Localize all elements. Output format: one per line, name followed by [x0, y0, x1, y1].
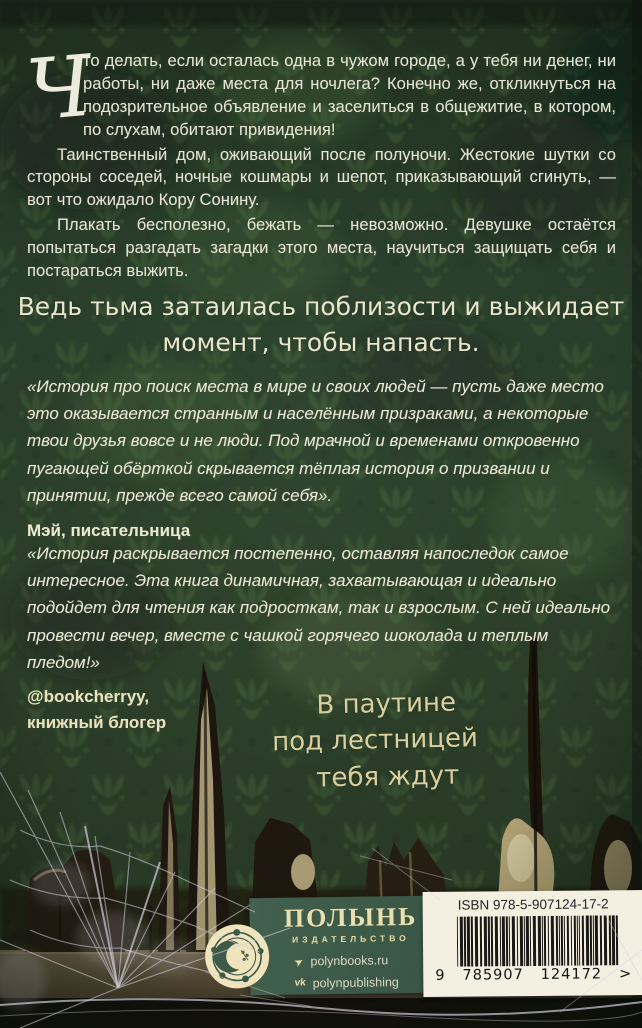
barcode-end-mark: > — [619, 966, 633, 983]
annotation-paragraph-3: Плакать бесполезно, бежать — невозможно. Девушке остаётся попытаться разгадать загадки этого места, научиться защищать себя и постараться выжить. — [27, 215, 616, 281]
note-line-3: тебя ждут — [315, 760, 460, 794]
tagline — [0, 289, 642, 360]
annotation-paragraph-2: Таинственный дом, оживающий после полуночи. Жестокие шутки со стороны соседей, ночные кошмары и шепот, приказывающий сгинуть, — вот что ожидало Кору Сонину. — [27, 144, 616, 210]
barcode-group-2: 124172 — [540, 966, 603, 983]
publisher-site: polynbooks.ru — [310, 953, 389, 969]
publisher-type: ИЗДАТЕЛЬСТВО — [292, 932, 410, 945]
annotation-paragraph-1 — [22, 36, 616, 142]
vk-icon: vk — [294, 977, 307, 989]
isbn-label: ISBN 978-5-907124-17-2 — [457, 896, 609, 913]
review-2-role: книжный блогер — [27, 713, 167, 733]
review-2-text: «История раскрывается постепенно, оставляя напоследок самое интересное. Эта книга динамичная, захватывающая и идеально подойдет для чтения как подросткам, так и взрослым. С ней идеально провести вечер, вместе с чашкой горячего шоколада и теплым пледом!» — [27, 544, 611, 672]
publisher-name: ПОЛЫНЬ — [283, 901, 418, 933]
barcode-left-digit: 9 — [435, 967, 446, 984]
site-arrow-icon: ➤ — [292, 954, 307, 970]
review-1-text: «История про поиск места в мире и своих людей — пусть даже место это оказывается странным и населённым призраками, а некоторые твои друзья вовсе и не люди. Под мрачной и временами откровенно пугающей обёрткой скрывается тёплая история о призвании и принятии, прежде всего самой себя». — [27, 377, 604, 505]
dropcap-letter: Ч — [22, 36, 96, 140]
tagline-line-1: Ведь тьма затаилась поблизости и выжидает — [17, 292, 625, 321]
barcode-bars — [457, 915, 624, 966]
review-1-author: Мэй, писательница — [27, 520, 191, 540]
barcode-digits — [435, 966, 632, 984]
publisher-site-row — [294, 953, 426, 969]
publisher-logo-icon — [203, 922, 272, 991]
tagline-line-2: момент, чтобы напасть. — [162, 327, 480, 357]
publisher-block — [249, 896, 426, 995]
annotation-text — [22, 36, 616, 283]
barcode-group-1: 785907 — [462, 967, 524, 984]
annotation-paragraph-1-text: то делать, если осталась одна в чужом городе, а у тебя ни денег, ни работы, ни даже места для ночлега? Конечно же, откликнуться на подозрительное объявление и заселиться в общежитие, в котором, по слухам, обитают привидения! — [83, 51, 616, 139]
review-1 — [27, 373, 612, 544]
isbn-block — [423, 890, 642, 997]
handwritten-note — [231, 683, 543, 799]
publisher-social: polynpublishing — [312, 975, 399, 991]
publisher-social-row — [294, 975, 426, 991]
note-line-2: под лестницей — [271, 723, 479, 758]
note-line-1: В паутине — [316, 687, 457, 721]
review-2-handle: @bookcherryy, — [27, 686, 150, 706]
